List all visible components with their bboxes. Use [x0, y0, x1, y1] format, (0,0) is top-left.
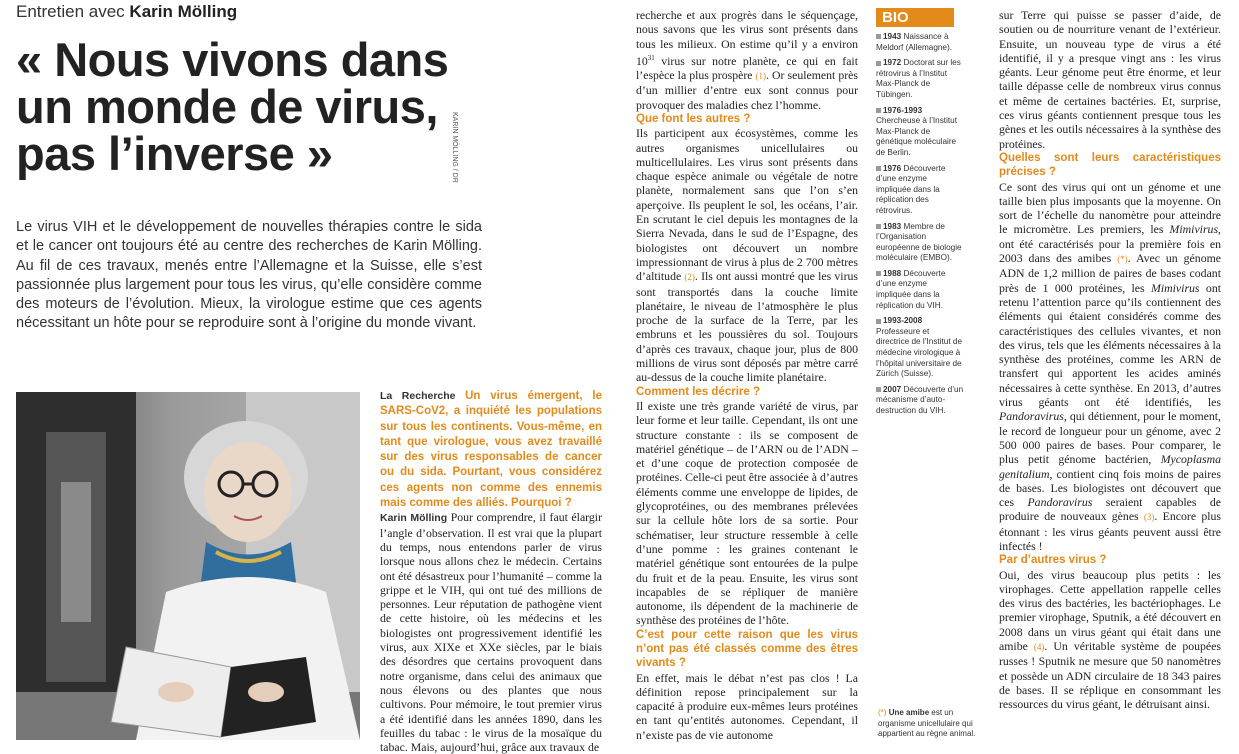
footnote: (*) Une amibe est un organisme unicellulaire qui appartient au règne animal. — [878, 708, 976, 738]
paragraph: Oui, des virus beaucoup plus petits : les virophages. Cette appellation rappelle celles des virus des bactéries, les bactériophages. Le premier virophage, Sputnik, a été découvert en 2008 dans un virus géant qui était dans une amibe (4). Un véritable système de poupées russes ! Sputnik ne mesure que 50 nanomètres et possède un ADN circulaire de 18 343 paires de bases. Il se réplique en consommant les ressources du virus géant, le détruisant ainsi. — [999, 567, 1221, 712]
bullet-icon — [876, 166, 881, 171]
photo-credit: KARIN MÖLLING / DR — [451, 112, 458, 183]
question-label: La Recherche — [380, 390, 456, 402]
bio-item: 1993-2008 Professeure et directrice de l’Institut de médecine virologique à l’hôpital universitaire de Zürich (Suisse). — [876, 316, 963, 379]
footnote-ref: (1) — [755, 71, 767, 82]
bullet-icon — [876, 34, 881, 39]
kicker-prefix: Entretien avec — [16, 2, 125, 21]
interview-kicker — [16, 2, 237, 22]
article-headline: « Nous vivons dans un monde de virus, pas l’inverse » — [16, 33, 449, 180]
portrait-photo — [16, 392, 360, 740]
bullet-icon — [876, 224, 881, 229]
question-heading: Que font les autres ? — [636, 113, 751, 125]
question-heading: Par d’autres virus ? — [999, 554, 1107, 567]
bio-item: 1988 Découverte d’une enzyme impliquée dans la réplication du VIH. — [876, 268, 946, 310]
paragraph: En effet, mais le débat n’est pas clos ! La définition repose principalement sur la capacité à produire eux-mêmes leurs protéines en tant qu’entités autonomes. Cependant, il n’existe pas de vie autonome — [636, 670, 858, 742]
bullet-icon — [876, 387, 881, 392]
column-1 — [380, 388, 602, 754]
paragraph: Il existe une très grande variété de virus, par leur forme et leur taille. Cependant, ils ont une structure constante : ils se composent de matériel génétique – de l’ARN ou de l’ADN – et d’une coque de protection composée de protéines. Celle-ci peut être associée à d’autres éléments comme une enveloppe de lipides, de glycoprotéines, ou des membranes prélevées sur la cellule hôte lors de sa sortie. Pour schématiser, leur structure ressemble à celle d’une pomme : les graines contenant le matériel génétique sont entourées de la pulpe du fruit et de la peau. Ensuite, les virus sont incapables de se répliquer de manière autonome, ils dépendent de la machinerie de synthèse des protéines de l’hôte. — [636, 398, 858, 628]
bullet-icon — [876, 61, 881, 66]
question-text: Un virus émergent, le SARS-CoV2, a inquiété les populations sur tous les continents. Vous-même, en tant que virologue, vous avez travaillé sur des virus responsables de cancer ou du sida. Pourtant, vous considérez ces agents non comme des ennemis mais comme des alliés. Pourquoi ? — [380, 390, 602, 510]
question-heading: Quelles sont leurs caractéristiques précises ? — [999, 151, 1221, 179]
bullet-icon — [876, 271, 881, 276]
answer-label: Karin Mölling — [380, 512, 448, 525]
bio-item: 2007 Découverte d’un mécanisme d’auto-destruction du VIH. — [876, 384, 964, 415]
paragraph: sur Terre qui puisse se passer d’aide, de soutien ou de nourriture venant de l’extérieur. Ensuite, un nouveau type de virus a été identifié, il y a presque vingt ans : les virus géants. Leur génome peut être énorme, et leur taille dépasse celle de nombreux virus connus et même de certaines bactéries. Et, surprise, ces virus géants contiennent presque tous les gènes et les outils nécessaires à la synthèse des protéines. — [999, 8, 1221, 151]
column-4 — [999, 8, 1221, 712]
bio-item: 1983 Membre de l’Organisation européenne de biologie moléculaire (EMBO). — [876, 221, 962, 263]
paragraph: Ce sont des virus qui ont un génome et une taille bien plus imposants que la moyenne. On sort de l’échelle du nanomètre pour atteindre le micromètre. Les premiers, les Mimivirus, ont été caractérisés pour la première fois en 2003 dans des amibes (*). Avec un génome ADN de 1,2 million de paires de bases codant près de 1 000 protéines, les Mimivirus ont retenu l’attention parce qu’ils contiennent des éléments qui étaient considérés comme des caractéristiques des cellules vivantes, et non des virus, tels que les éléments nécessaires à la synthèse des protéines, comme les ARN de transfert qui apportent les acides aminés nécessaires à cette synthèse. En 2013, d’autres virus géants ont été identifiés, les Pandoravirus, qui détiennent, pour le moment, le record de longueur pour un génome, avec 2 500 000 paires de bases. Pour comparer, le plus petit génome bactérien, Mycoplasma genitalium, contient cinq fois moins de paires de bases. Les biologistes ont découvert que ces Pandoravirus seraient capables de produire de nouveaux gènes (3). Encore plus étonnant : les virus géants peuvent aussi être infectés ! — [999, 179, 1222, 553]
bio-sidebar — [876, 8, 964, 417]
bio-title: BIO — [876, 8, 954, 27]
bio-item: 1943 Naissance à Meldorf (Allemagne). — [876, 32, 952, 52]
paragraph: recherche et aux progrès dans le séquençage, nous savons que les virus sont présents dans tous les milieux. On estime qu’il y a environ $10^{31}$ virus sur notre planète, ce qui en fait l’espèce la plus prospère (1). Or seulement près d’un millier d’entre eux sont connus pour provoquer des maladies chez l’homme. — [636, 8, 858, 112]
article-lede: Le virus VIH et le développement de nouvelles thérapies contre le sida et le cancer ont toujours été au centre des recherches de Karin Mölling. Au fil de ces travaux, menés entre l’Allemagne et la Suisse, elle s’est passionnée plus largement pour tous les virus, qu’elle considère comme des moteurs de l’évolution. Mieux, la virologue estime que ces agents nécessitant un hôte pour se reproduire sont à l’origine du monde vivant. — [16, 219, 482, 332]
footnote-ref: (2) — [684, 272, 695, 283]
question-heading: C’est pour cette raison que les virus n’ont pas été classés comme des êtres vivants ? — [636, 628, 858, 670]
paragraph: Ils participent aux écosystèmes, comme les autres organismes unicellulaires ou multicellulaires. Les virus sont présents dans chaque espèce animale ou végétale de notre planète, normalement sans que l’on s’en aperçoive. Ils peuplent le sol, les océans, l’air. En scrutant le ciel depuis les montagnes de la Sierra Nevada, dans le sud de l’Espagne, des biologistes ont découvert un nombre impressionnant de virus à plus de 2 700 mètres d’altitude (2). Ils ont aussi montré que les virus sont transportés dans la couche limite planétaire, le niveau de l’atmosphère le plus proche de la surface de la Terre, par les embruns et les poussières du sol. Toujours d’après ces travaux, chaque jour, plus de 800 millions de virus sont déposés par mètre carré au-dessus de la couche limite planétaire. — [636, 126, 858, 385]
bio-item: 1976 Découverte d’une enzyme impliquée dans la réplication des rétrovirus. — [876, 163, 946, 215]
bio-item: 1972 Doctorat sur les rétrovirus à l’Institut Max-Planck de Tübingen. — [876, 58, 961, 99]
question-heading: Comment les décrire ? — [636, 385, 760, 398]
portrait-illustration — [16, 392, 360, 740]
kicker-name: Karin Mölling — [129, 2, 238, 21]
bullet-icon — [876, 108, 881, 113]
column-2 — [636, 8, 858, 742]
bio-item: 1976-1993 Chercheuse à l’Institut Max-Planck de génétique moléculaire de Berlin. — [876, 105, 958, 157]
bullet-icon — [876, 319, 881, 324]
answer-text: Pour comprendre, il faut élargir l’angle d’observation. Il est vrai que la plupart du temps, nous entendons parler de virus lorsque nous allons chez le médecin. Certains ont été désastreux pour l’humanité – comme la grippe et le VIH, qui ont tué des millions de personnes. Leur réputation de pathogène vient de cette histoire, où les médecins et les biologistes ont progressivement identifié les virus, aux XIXe et XXe siècles, par le biais des désordres que certains provoquent dans notre organisme, dans celui des animaux que nous élevons ou des plantes que nous cultivons. Pour mémoire, le tout premier virus a été identifié dans les années 1890, dans les feuilles du tabac : le virus de la mosaïque du tabac. Mais, aujourd’hui, grâce aux travaux de — [380, 510, 603, 754]
